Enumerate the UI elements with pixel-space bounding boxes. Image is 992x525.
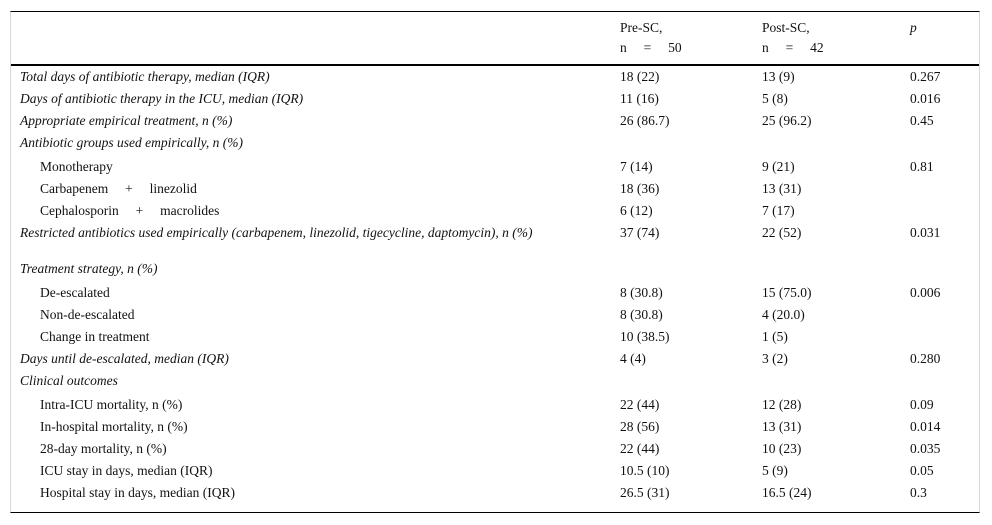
table-row <box>11 177 979 199</box>
post-value: 25 (96.2) <box>762 113 812 128</box>
row-label: Monotherapy <box>40 159 113 174</box>
p-value: 0.016 <box>910 91 941 106</box>
table-row <box>11 481 979 503</box>
row-label: ICU stay in days, median (IQR) <box>40 463 213 478</box>
header-p-value: p <box>910 20 917 35</box>
p-value: 0.014 <box>910 419 941 434</box>
pre-value: 8 (30.8) <box>620 285 663 300</box>
pre-value: 18 (22) <box>620 69 660 84</box>
post-value: 22 (52) <box>762 225 802 240</box>
table-row <box>11 347 979 369</box>
post-value: 7 (17) <box>762 203 795 218</box>
table-row-group <box>11 131 979 155</box>
group-label: Antibiotic groups used empirically, n (%) <box>20 135 243 150</box>
table-header <box>11 12 979 66</box>
table-row <box>11 303 979 325</box>
row-label: In-hospital mortality, n (%) <box>40 419 188 434</box>
row-label: Total days of antibiotic therapy, median (IQR) <box>20 69 270 84</box>
pre-value: 7 (14) <box>620 159 653 174</box>
row-label: Appropriate empirical treatment, n (%) <box>20 113 233 128</box>
pre-value: 4 (4) <box>620 351 646 366</box>
post-value: 1 (5) <box>762 329 788 344</box>
post-value: 4 (20.0) <box>762 307 805 322</box>
table-row-group <box>11 257 979 281</box>
post-value: 15 (75.0) <box>762 285 812 300</box>
pre-value: 10.5 (10) <box>620 463 670 478</box>
row-label: Hospital stay in days, median (IQR) <box>40 485 235 500</box>
group-label: Treatment strategy, n (%) <box>20 261 158 276</box>
pre-value: 18 (36) <box>620 181 660 196</box>
row-label: Restricted antibiotics used empirically (carbapenem, linezolid, tigecycline, daptomycin), n (%) <box>20 225 533 240</box>
table-row <box>11 415 979 437</box>
post-value: 9 (21) <box>762 159 795 174</box>
pre-value: 22 (44) <box>620 397 660 412</box>
row-label: 28-day mortality, n (%) <box>40 441 167 456</box>
pre-value: 26.5 (31) <box>620 485 670 500</box>
post-value: 5 (9) <box>762 463 788 478</box>
p-value: 0.3 <box>910 485 927 500</box>
table-row <box>11 221 979 257</box>
row-label: Days of antibiotic therapy in the ICU, median (IQR) <box>20 91 304 106</box>
table-row <box>11 393 979 415</box>
pre-value: 22 (44) <box>620 441 660 456</box>
pre-value: 8 (30.8) <box>620 307 663 322</box>
p-value: 0.05 <box>910 463 934 478</box>
table-row <box>11 459 979 481</box>
post-value: 10 (23) <box>762 441 802 456</box>
table-row <box>11 325 979 347</box>
pre-value: 10 (38.5) <box>620 329 670 344</box>
p-value: 0.031 <box>910 225 941 240</box>
header-post-sc-title: Post-SC, <box>762 20 810 35</box>
row-label: De-escalated <box>40 285 110 300</box>
table-row <box>11 281 979 303</box>
p-value: 0.280 <box>910 351 941 366</box>
post-value: 12 (28) <box>762 397 802 412</box>
post-value: 13 (31) <box>762 419 802 434</box>
table-row-group <box>11 369 979 393</box>
post-value: 5 (8) <box>762 91 788 106</box>
table-row <box>11 199 979 221</box>
row-label: Non-de-escalated <box>40 307 135 322</box>
p-value: 0.006 <box>910 285 941 300</box>
table-row <box>11 437 979 459</box>
pre-value: 37 (74) <box>620 225 660 240</box>
row-label: Change in treatment <box>40 329 150 344</box>
header-post-sc-n: n = 42 <box>762 40 824 55</box>
pre-value: 26 (86.7) <box>620 113 670 128</box>
table-row <box>11 109 979 131</box>
row-label: Intra-ICU mortality, n (%) <box>40 397 183 412</box>
p-value: 0.45 <box>910 113 934 128</box>
p-value: 0.267 <box>910 69 941 84</box>
header-pre-sc-title: Pre-SC, <box>620 20 663 35</box>
table-row <box>11 155 979 177</box>
post-value: 13 (31) <box>762 181 802 196</box>
p-value: 0.09 <box>910 397 934 412</box>
post-value: 16.5 (24) <box>762 485 812 500</box>
header-pre-sc <box>620 18 682 58</box>
table-row <box>11 65 979 87</box>
row-label: Cephalosporin + macrolides <box>40 203 220 218</box>
p-value: 0.035 <box>910 441 941 456</box>
p-value: 0.81 <box>910 159 934 174</box>
table-row <box>11 87 979 109</box>
table-body <box>11 65 979 503</box>
results-table <box>10 11 980 513</box>
post-value: 3 (2) <box>762 351 788 366</box>
pre-value: 28 (56) <box>620 419 660 434</box>
header-pre-sc-n: n = 50 <box>620 40 682 55</box>
row-label: Carbapenem + linezolid <box>40 181 197 196</box>
pre-value: 6 (12) <box>620 203 653 218</box>
post-value: 13 (9) <box>762 69 795 84</box>
pre-value: 11 (16) <box>620 91 659 106</box>
group-label: Clinical outcomes <box>20 373 118 388</box>
header-post-sc <box>762 18 824 58</box>
row-label: Days until de-escalated, median (IQR) <box>20 351 229 366</box>
